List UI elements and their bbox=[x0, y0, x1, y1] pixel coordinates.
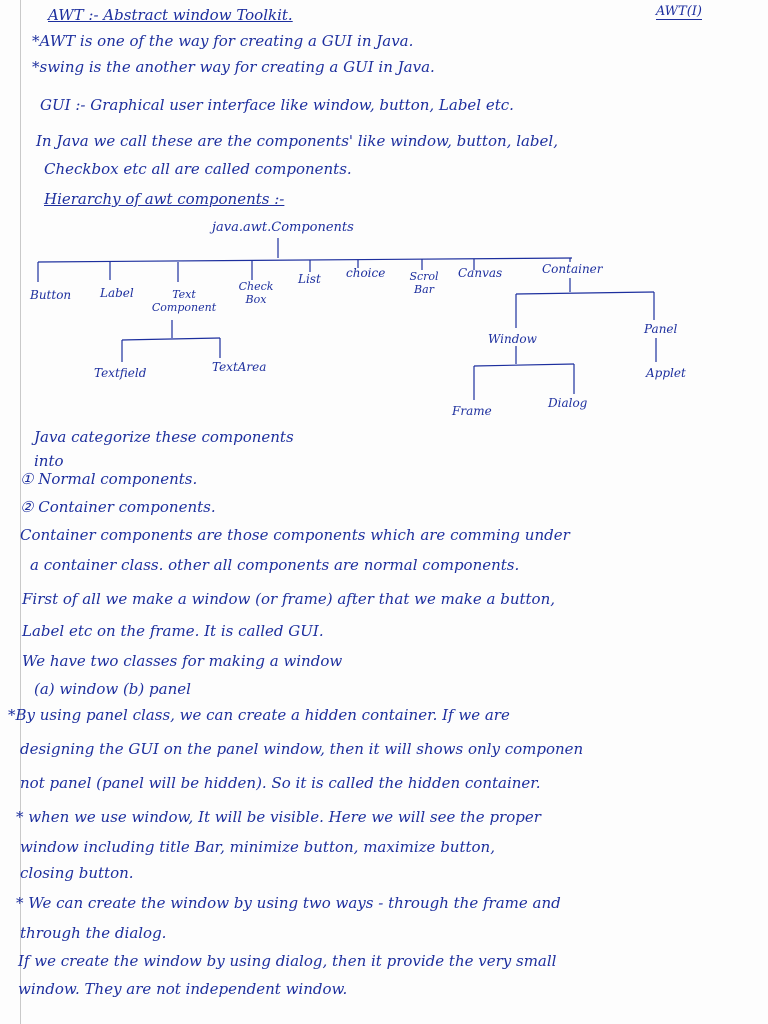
node-window: Window bbox=[488, 332, 537, 346]
node-button: Button bbox=[30, 288, 72, 302]
node-choice: choice bbox=[346, 266, 386, 280]
note-line: *swing is the another way for creating a GUI in Java. bbox=[32, 58, 435, 76]
heading-awt: AWT :- Abstract window Toolkit. bbox=[48, 6, 293, 24]
node-canvas: Canvas bbox=[458, 266, 503, 280]
note-line: * We can create the window by using two ways - through the frame and bbox=[16, 894, 561, 912]
heading-hierarchy: Hierarchy of awt components :- bbox=[44, 190, 285, 208]
note-line: a container class. other all components are normal components. bbox=[30, 556, 520, 574]
node-label: Label bbox=[100, 286, 134, 300]
node-container: Container bbox=[542, 262, 603, 276]
note-line: window including title Bar, minimize button, maximize button, bbox=[20, 838, 495, 856]
note-line: In Java we call these are the components' like window, button, label, bbox=[36, 132, 558, 150]
note-line: We have two classes for making a window bbox=[22, 652, 343, 670]
note-line: Label etc on the frame. It is called GUI. bbox=[22, 622, 324, 640]
node-dialog: Dialog bbox=[548, 396, 588, 410]
node-checkbox: Check Box bbox=[238, 280, 274, 306]
note-line: into bbox=[34, 452, 64, 470]
note-line: If we create the window by using dialog, then it provide the very small bbox=[18, 952, 557, 970]
page-tag: AWT(I) bbox=[655, 4, 702, 19]
note-line: through the dialog. bbox=[20, 924, 167, 942]
list-item: ② Container components. bbox=[20, 498, 216, 516]
note-line: *AWT is one of the way for creating a GUI in Java. bbox=[32, 32, 414, 50]
list-item: ① Normal components. bbox=[20, 470, 198, 488]
note-line: *By using panel class, we can create a hidden container. If we are bbox=[8, 706, 510, 724]
node-text-component: Text Component bbox=[151, 288, 217, 314]
note-line: window. They are not independent window. bbox=[18, 980, 348, 998]
note-line: not panel (panel will be hidden). So it is called the hidden container. bbox=[20, 774, 541, 792]
node-frame: Frame bbox=[452, 404, 492, 418]
node-panel: Panel bbox=[644, 322, 678, 336]
note-line: Java categorize these components bbox=[34, 428, 294, 446]
note-line: Container components are those components which are comming under bbox=[20, 526, 570, 544]
note-line: closing button. bbox=[20, 864, 134, 882]
note-line: * when we use window, It will be visible. Here we will see the proper bbox=[16, 808, 541, 826]
node-applet: Applet bbox=[646, 366, 686, 380]
note-line: (a) window (b) panel bbox=[34, 680, 191, 698]
node-textarea: TextArea bbox=[212, 360, 267, 374]
note-line: Checkbox etc all are called components. bbox=[44, 160, 352, 178]
node-root: java.awt.Components bbox=[212, 220, 354, 235]
node-textfield: Textfield bbox=[94, 366, 147, 380]
note-line: First of all we make a window (or frame) after that we make a button, bbox=[22, 590, 556, 608]
node-list: List bbox=[298, 272, 321, 286]
heading-gui: GUI :- Graphical user interface like window, button, Label etc. bbox=[40, 96, 514, 114]
note-line: designing the GUI on the panel window, then it will shows only componen bbox=[20, 740, 584, 758]
node-scrollbar: Scrol Bar bbox=[409, 270, 439, 296]
